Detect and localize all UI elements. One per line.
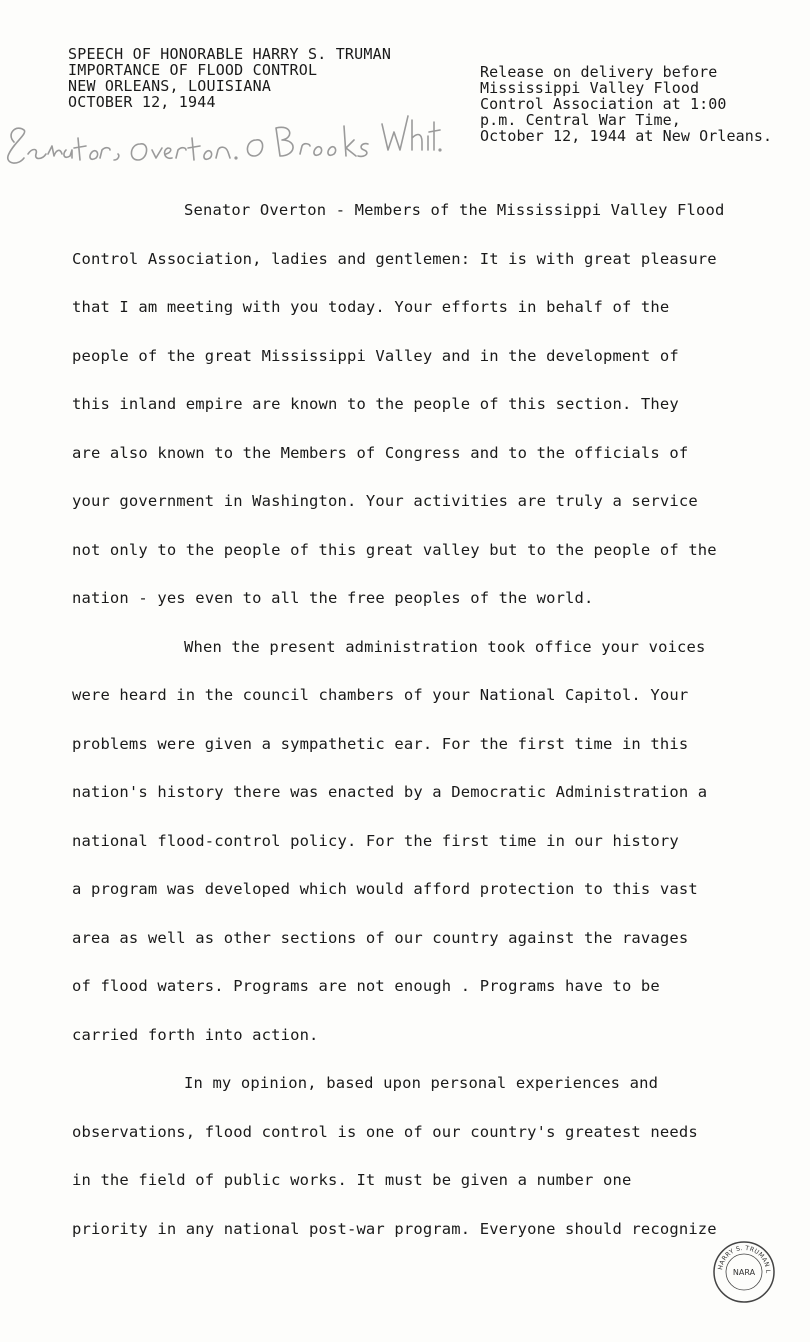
release-line: October 12, 1944 at New Orleans. [480,127,773,145]
library-stamp [712,1240,776,1304]
release-line: Control Association at 1:00 [480,95,727,113]
paragraph-line: In my opinion, based upon personal experiences and [184,1074,659,1092]
svg-text:NARA: NARA [732,1268,756,1277]
paragraph-line: Control Association, ladies and gentlemen: It is with great pleasure [72,249,717,268]
title-line: NEW ORLEANS, LOUISIANA [68,77,272,95]
paragraph-line: national flood-control policy. For the first time in our history [72,831,679,850]
svg-text:HARRY S. TRUMAN LIBRARY: HARRY S. TRUMAN L [717,1244,772,1274]
paragraph-line: are also known to the Members of Congress and to the officials of [72,443,689,462]
speech-paragraph [72,1059,752,1253]
paragraph-line: area as well as other sections of our country against the ravages [72,928,689,947]
paragraph-line: observations, flood control is one of our country's greatest needs [72,1122,698,1141]
paragraph-line: carried forth into action. [72,1025,319,1044]
paragraph-line: this inland empire are known to the people of this section. They [72,395,679,413]
speech-paragraph [72,186,752,623]
paragraph-line: people of the great Mississippi Valley and in the development of [72,346,679,365]
speech-body [72,186,752,1253]
paragraph-line: a program was developed which would afford protection to this vast [72,880,698,898]
release-note-block [480,64,800,144]
title-line: OCTOBER 12, 1944 [68,93,216,111]
release-line: Release on delivery before [480,63,718,81]
paragraph-line: Senator Overton - Members of the Mississippi Valley Flood [184,201,725,219]
paragraph-line: problems were given a sympathetic ear. For the first time in this [72,734,689,753]
title-line: IMPORTANCE OF FLOOD CONTROL [68,61,318,79]
paragraph-line: that I am meeting with you today. Your efforts in behalf of the [72,298,670,316]
library-seal-icon [712,1240,776,1304]
release-line: Mississippi Valley Flood [480,79,700,97]
title-line: SPEECH OF HONORABLE HARRY S. TRUMAN [68,45,392,63]
handwritten-annotation [2,94,442,174]
paragraph-line: nation - yes even to all the free peoples of the world. [72,589,594,607]
handwriting-signature-icon [2,94,442,174]
paragraph-line: priority in any national post-war program. Everyone should recognize [72,1219,717,1238]
paragraph-line: of flood waters. Programs are not enough . Programs have to be [72,977,660,995]
paragraph-line: your government in Washington. Your activities are truly a service [72,492,698,510]
release-line: p.m. Central War Time, [480,111,681,129]
paragraph-line: nation's history there was enacted by a Democratic Administration a [72,783,708,801]
paragraph-line: in the field of public works. It must be given a number one [72,1171,632,1189]
paragraph-line: When the present administration took office your voices [184,637,706,656]
paragraph-line: were heard in the council chambers of your National Capitol. Your [72,686,689,704]
speech-paragraph [72,623,752,1060]
paragraph-line: not only to the people of this great valley but to the people of the [72,540,717,559]
